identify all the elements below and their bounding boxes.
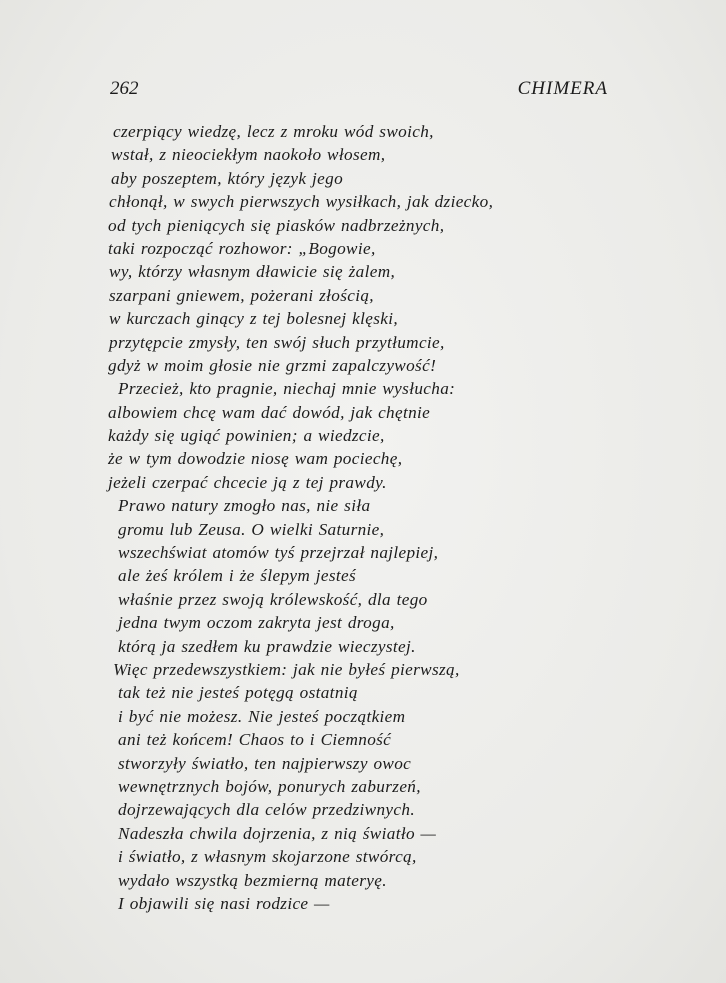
poem-line: gromu lub Zeusa. O wielki Saturnie, (118, 519, 385, 539)
poem-text (108, 120, 578, 915)
poem-line: i światło, z własnym skojarzone stwórcą, (118, 847, 417, 867)
poem-line: dojrzewających dla celów przedziwnych. (118, 800, 415, 820)
poem-line: od tych pieniących się piasków nadbrzeżnych, (108, 215, 445, 235)
poem-line: Prawo natury zmogło nas, nie siła (118, 496, 371, 516)
poem-line: taki rozpocząć rozhowor: „Bogowie, (108, 238, 376, 258)
page-header (108, 78, 608, 108)
poem-line: czerpiący wiedzę, lecz z mroku wód swoich, (113, 122, 434, 141)
poem-line: wstał, z nieociekłym naokoło włosem, (111, 145, 386, 165)
poem-line: aby poszeptem, który język jego (111, 168, 344, 188)
poem-line: tak też nie jesteś potęgą ostatnią (118, 683, 358, 703)
poem-line: że w tym dowodzie niosę wam pociechę, (108, 449, 403, 469)
poem-line: wy, którzy własnym dławicie się żalem, (109, 262, 396, 282)
poem-line: albowiem chcę wam dać dowód, jak chętnie (108, 402, 431, 422)
poem-line: jedna twym oczom zakryta jest droga, (118, 613, 395, 633)
poem-line: w kurczach ginący z tej bolesnej klęski, (109, 309, 399, 329)
poem-line: jeżeli czerpać chcecie ją z tej prawdy. (108, 472, 387, 492)
poem-line: wydało wszystką bezmierną materyę. (118, 870, 387, 890)
poem-line: I objawili się nasi rodzice — (118, 893, 330, 913)
poem-line: Więc przedewszystkiem: jak nie byłeś pierwszą, (113, 659, 460, 679)
poem-line: stworzyły światło, ten najpierwszy owoc (118, 753, 412, 773)
poem-line: gdyż w moim głosie nie grzmi zapalczywość! (108, 355, 437, 375)
poem-line: wszechświat atomów tyś przejrzał najlepiej, (118, 543, 439, 563)
poem-line: Nadeszła chwila dojrzenia, z nią światło — (118, 823, 437, 843)
poem-line: Przecież, kto pragnie, niechaj mnie wysłucha: (118, 379, 456, 399)
poem-line: i być nie możesz. Nie jesteś początkiem (118, 706, 406, 726)
page-number: 262 (110, 78, 139, 99)
poem-line: wewnętrznych bojów, ponurych zaburzeń, (118, 776, 421, 796)
poem-line: każdy się ugiąć powinien; a wiedzcie, (108, 426, 385, 446)
poem-line: którą ja szedłem ku prawdzie wieczystej. (118, 636, 416, 656)
poem-line: przytępcie zmysły, ten swój słuch przytłumcie, (109, 332, 445, 352)
poem-line: szarpani gniewem, pożerani złością, (109, 285, 374, 305)
poem-line: ani też końcem! Chaos to i Ciemność (118, 730, 392, 750)
poem-line: chłonął, w swych pierwszych wysiłkach, jak dziecko, (109, 192, 494, 212)
running-head: CHIMERA (517, 78, 608, 99)
poem-line: właśnie przez swoją królewskość, dla tego (118, 589, 428, 609)
poem-line: ale żeś królem i że ślepym jesteś (118, 566, 357, 586)
